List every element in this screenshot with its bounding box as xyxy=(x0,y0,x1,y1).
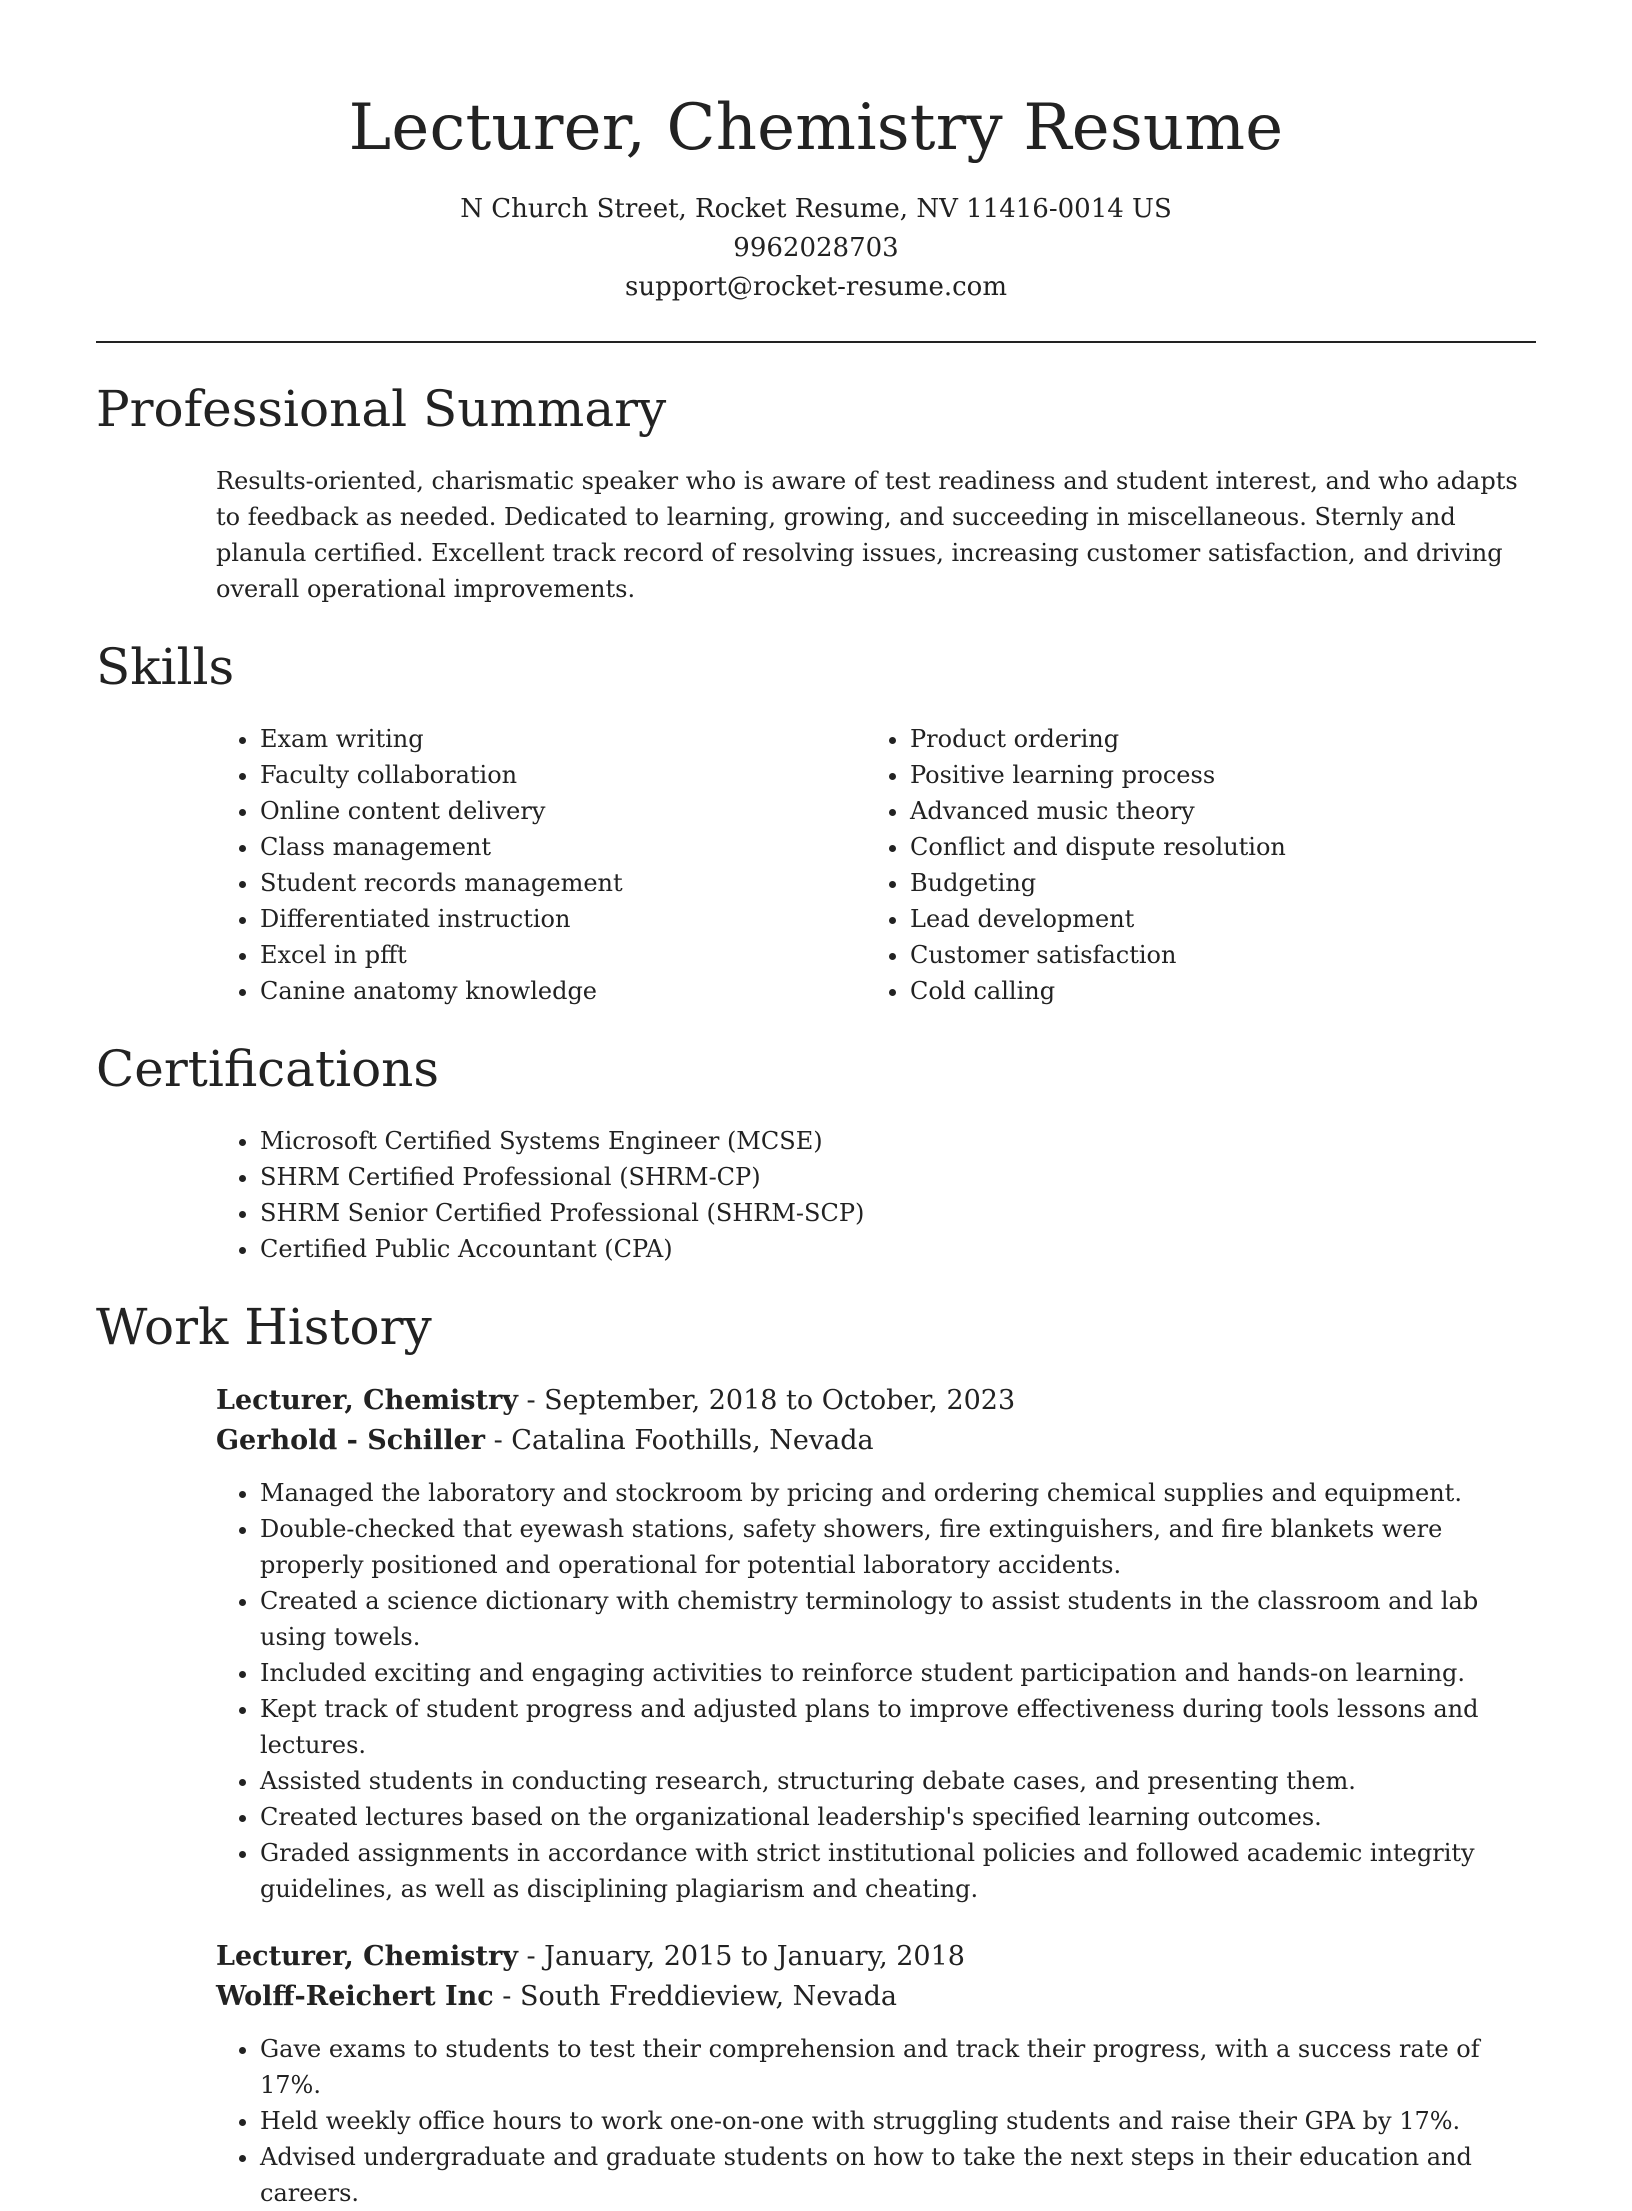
job-entry xyxy=(216,1937,1536,2211)
list-item: • Created a science dictionary with chemistry terminology to assist students in the classroom and lab using towels. xyxy=(260,1583,1536,1655)
job-dates: - January, 2015 to January, 2018 xyxy=(517,1941,965,1972)
job-duties-list xyxy=(216,1475,1536,1907)
list-item: • SHRM Senior Certified Professional (SHRM-SCP) xyxy=(260,1195,1536,1231)
job-role: Lecturer, Chemistry xyxy=(216,1941,518,1972)
certifications-heading: Certifications xyxy=(96,1040,440,1098)
contact-phone: 9962028703 xyxy=(733,233,899,263)
list-item: • Online content delivery xyxy=(260,793,866,829)
job-role: Lecturer, Chemistry xyxy=(216,1385,518,1416)
work-history-section xyxy=(96,1295,1536,2211)
list-item: • Kept track of student progress and adjusted plans to improve effectiveness during tools lessons and lectures. xyxy=(260,1691,1536,1763)
list-item: • Held weekly office hours to work one-on-one with struggling students and raise their GPA by 17%. xyxy=(260,2103,1536,2139)
skills-columns xyxy=(216,721,1536,1009)
certifications-section xyxy=(96,1037,1536,1267)
list-item: • Lead development xyxy=(910,901,1516,937)
list-item: • Included exciting and engaging activities to reinforce student participation and hands-on learning. xyxy=(260,1655,1536,1691)
list-item: • Budgeting xyxy=(910,865,1516,901)
list-item: • SHRM Certified Professional (SHRM-CP) xyxy=(260,1159,1536,1195)
contact-email: support@rocket-resume.com xyxy=(624,272,1007,302)
skills-section xyxy=(96,635,1536,1009)
list-item: • Faculty collaboration xyxy=(260,757,866,793)
job-location: - Catalina Foothills, Nevada xyxy=(485,1425,874,1456)
certifications-list xyxy=(216,1123,1536,1267)
list-item: • Gave exams to students to test their comprehension and track their progress, with a success rate of 17%. xyxy=(260,2031,1536,2103)
skills-heading: Skills xyxy=(96,638,235,696)
job-title-line xyxy=(216,1381,1536,1421)
job-entry xyxy=(216,1381,1536,1907)
job-duties-list xyxy=(216,2031,1536,2211)
work-history-heading: Work History xyxy=(96,1298,432,1356)
contact-address: N Church Street, Rocket Resume, NV 11416-0014 US xyxy=(460,194,1172,224)
list-item: • Advised undergraduate and graduate students on how to take the next steps in their education and careers. xyxy=(260,2139,1536,2211)
resume-header xyxy=(96,0,1536,307)
resume-title: Lecturer, Chemistry Resume xyxy=(348,91,1284,165)
list-item: • Microsoft Certified Systems Engineer (MCSE) xyxy=(260,1123,1536,1159)
list-item: • Student records management xyxy=(260,865,866,901)
job-dates: - September, 2018 to October, 2023 xyxy=(517,1385,1016,1416)
list-item: • Cold calling xyxy=(910,973,1516,1009)
list-item: • Certified Public Accountant (CPA) xyxy=(260,1231,1536,1267)
summary-text: Results-oriented, charismatic speaker who is aware of test readiness and student interest, and who adapts to feedback as needed. Dedicated to learning, growing, and succeeding in miscellaneous. Sternly and planula certified. Excellent track record of resolving issues, increasing customer satisfaction, and driving overall operational improvements. xyxy=(216,467,1518,603)
list-item: • Managed the laboratory and stockroom by pricing and ordering chemical supplies and equipment. xyxy=(260,1475,1536,1511)
job-company: Wolff-Reichert Inc xyxy=(216,1981,494,2012)
resume-page xyxy=(96,0,1536,2211)
list-item: • Differentiated instruction xyxy=(260,901,866,937)
header-divider xyxy=(96,341,1536,343)
list-item: • Conflict and dispute resolution xyxy=(910,829,1516,865)
skills-list-left xyxy=(216,721,866,1009)
list-item: • Class management xyxy=(260,829,866,865)
list-item: • Created lectures based on the organizational leadership's specified learning outcomes. xyxy=(260,1799,1536,1835)
skills-column-right xyxy=(866,721,1516,1009)
summary-section xyxy=(96,377,1536,607)
list-item: • Exam writing xyxy=(260,721,866,757)
job-location: - South Freddieview, Nevada xyxy=(493,1981,898,2012)
job-company-line xyxy=(216,1977,1536,2017)
list-item: • Excel in pfft xyxy=(260,937,866,973)
list-item: • Assisted students in conducting research, structuring debate cases, and presenting them. xyxy=(260,1763,1536,1799)
contact-block xyxy=(96,190,1536,307)
skills-column-left xyxy=(216,721,866,1009)
job-title-line xyxy=(216,1937,1536,1977)
summary-heading: Professional Summary xyxy=(96,380,667,438)
job-company: Gerhold - Schiller xyxy=(216,1425,485,1456)
list-item: • Positive learning process xyxy=(910,757,1516,793)
job-company-line xyxy=(216,1421,1536,1461)
list-item: • Product ordering xyxy=(910,721,1516,757)
list-item: • Canine anatomy knowledge xyxy=(260,973,866,1009)
certifications-body xyxy=(216,1123,1536,1267)
skills-list-right xyxy=(866,721,1516,1009)
list-item: • Double-checked that eyewash stations, safety showers, fire extinguishers, and fire blankets were properly positioned and operational for potential laboratory accidents. xyxy=(260,1511,1536,1583)
list-item: • Customer satisfaction xyxy=(910,937,1516,973)
list-item: • Graded assignments in accordance with strict institutional policies and followed academic integrity guidelines, as well as disciplining plagiarism and cheating. xyxy=(260,1835,1536,1907)
list-item: • Advanced music theory xyxy=(910,793,1516,829)
